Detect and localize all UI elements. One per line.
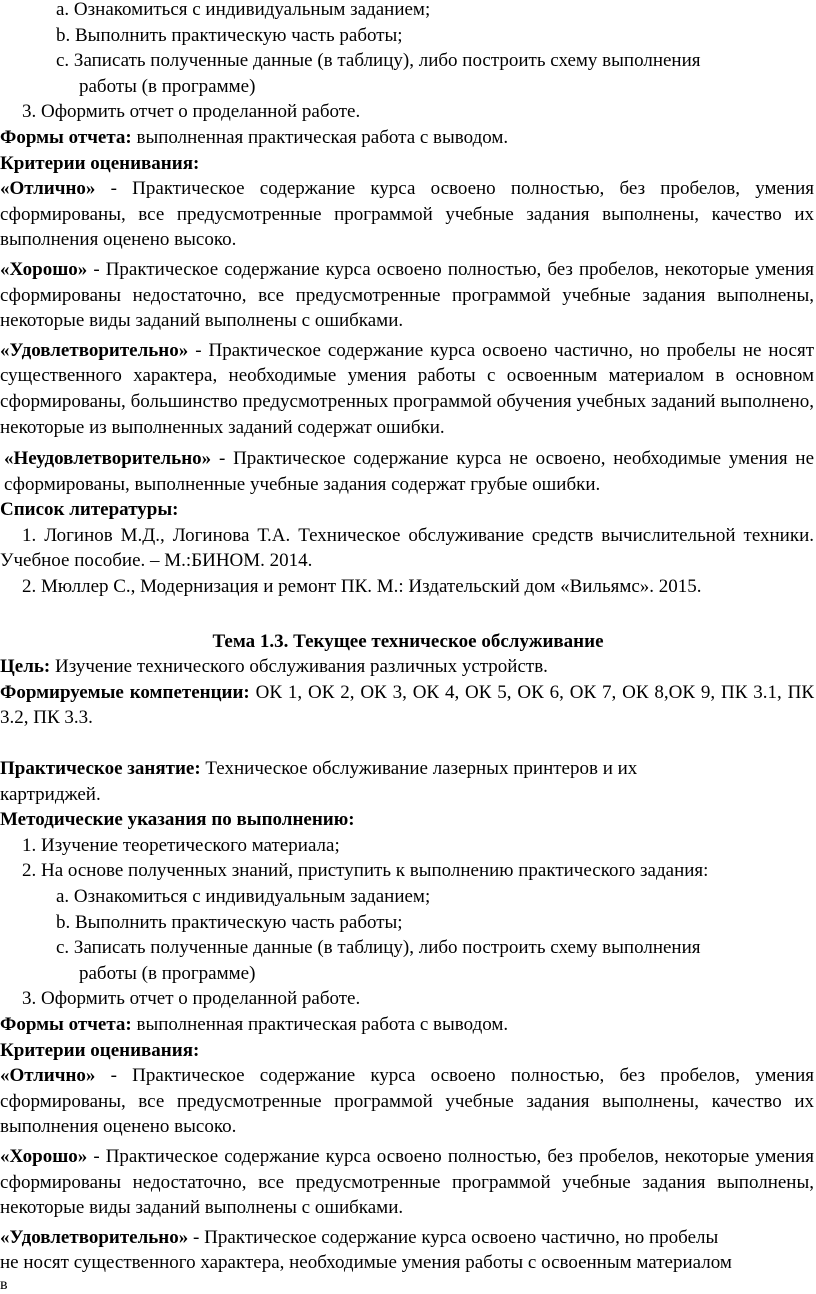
criterion-unsatisfactory-text: - Практическое содержание курса не освоено, необходимые умения не сформированы, выполненные учебные задания содержат грубые ошибки.	[4, 448, 814, 495]
topic-criterion-good-label: «Хорошо»	[0, 1145, 88, 1167]
method-item-1: 1. Изучение теоретического материала;	[22, 834, 340, 856]
report-form-label: Формы отчета:	[0, 126, 132, 148]
goal-line	[0, 654, 816, 680]
criterion-good-label: «Хорошо»	[0, 258, 88, 280]
method-heading: Методические указания по выполнению:	[0, 809, 355, 831]
practice-text: Техническое обслуживание лазерных принтеров и их	[200, 758, 638, 780]
criterion-satisfactory-label: «Удовлетворительно»	[0, 339, 189, 361]
practice-line	[0, 756, 816, 782]
method-subitem-c: c. Записать полученные данные (в таблицу), либо построить схему выполнения	[56, 937, 701, 959]
goal-label: Цель:	[0, 656, 51, 678]
goal-text: Изучение технического обслуживания различных устройств.	[50, 656, 548, 678]
criterion-good-text: - Практическое содержание курса освоено полностью, без пробелов, некоторые умения сформированы недостаточно, все предусмотренные программой учебные задания выполнены, некоторые виды заданий выполнены с ошибками.	[0, 258, 814, 332]
report-form-line	[0, 125, 816, 151]
subitem-b: b. Выполнить практическую часть работы;	[56, 24, 403, 46]
method-subitem-a: a. Ознакомиться с индивидуальным заданием;	[56, 886, 431, 907]
topic-report-form-label: Формы отчета:	[0, 1013, 132, 1035]
criterion-excellent	[0, 176, 816, 253]
topic-criterion-excellent-label: «Отлично»	[0, 1065, 96, 1087]
criterion-excellent-text: - Практическое содержание курса освоено полностью, без пробелов, умения сформированы, все предусмотренные программой учебные задания выполнены, качество их выполнения оценено высоко.	[0, 178, 814, 251]
topic-report-form-line	[0, 1012, 816, 1038]
topic-criterion-good	[0, 1144, 816, 1221]
practice-label: Практическое занятие:	[0, 758, 201, 780]
literature-item-1: 1. Логинов М.Д., Логинова Т.А. Техническое обслуживание средств вычислительной техники. Учебное пособие. – М.:БИНОМ. 2014.	[0, 524, 814, 572]
topic-criterion-satisfactory	[0, 1225, 816, 1294]
topic-criterion-satisfactory-text-1: - Практическое содержание курса освоено частично, но пробелы	[188, 1226, 719, 1248]
topic-criterion-good-text: - Практическое содержание курса освоено полностью, без пробелов, некоторые умения сформированы недостаточно, все предусмотренные программой учебные задания выполнены, некоторые виды заданий выполнены с ошибками.	[0, 1145, 814, 1219]
subitem-c: c. Записать полученные данные (в таблицу), либо построить схему выполнения	[56, 50, 701, 72]
criterion-unsatisfactory-label: «Неудовлетворительно»	[4, 448, 212, 470]
criterion-good	[0, 257, 816, 334]
literature-heading: Список литературы:	[0, 499, 179, 521]
list-item-3: 3. Оформить отчет о проделанной работе.	[22, 101, 361, 123]
topic-criterion-excellent	[0, 1063, 816, 1140]
topic-criterion-satisfactory-text-2: не носят существенного характера, необходимые умения работы с освоенным материалом	[0, 1252, 732, 1274]
method-subitem-b: b. Выполнить практическую часть работы;	[56, 911, 403, 933]
competencies-label: Формируемые компетенции:	[0, 681, 250, 703]
criterion-unsatisfactory	[0, 446, 816, 497]
topic-report-form-text: выполненная практическая работа с выводом.	[131, 1013, 509, 1035]
criterion-satisfactory	[0, 338, 816, 440]
topic-criterion-excellent-text: - Практическое содержание курса освоено полностью, без пробелов, умения сформированы, все предусмотренные программой учебные задания выполнены, качество их выполнения оценено высоко.	[0, 1065, 814, 1138]
competencies-text: ОК 1, ОК 2, ОК 3, ОК 4, ОК 5, ОК 6, ОК 7, ОК 8,ОК 9, ПК 3.1, ПК 3.2, ПК 3.3.	[0, 681, 814, 729]
criteria-heading: Критерии оценивания:	[0, 152, 200, 174]
report-form-text: выполненная практическая работа с выводом.	[131, 126, 509, 148]
subitem-a: a. Ознакомиться с индивидуальным заданием;	[56, 0, 431, 20]
topic-criterion-satisfactory-text-3: в	[0, 1275, 8, 1293]
subitem-c-continuation: работы (в программе)	[79, 75, 256, 97]
topic-criterion-satisfactory-label: «Удовлетворительно»	[0, 1226, 189, 1248]
criterion-excellent-label: «Отлично»	[0, 178, 96, 200]
practice-line-continuation: картриджей.	[0, 783, 101, 805]
topic-criteria-heading: Критерии оценивания:	[0, 1039, 200, 1061]
method-item-3: 3. Оформить отчет о проделанной работе.	[22, 988, 361, 1010]
method-item-2: 2. На основе полученных знаний, приступить к выполнению практического задания:	[22, 860, 709, 882]
literature-item-2: 2. Мюллер С., Модернизация и ремонт ПК. М.: Издательский дом «Вильямс». 2015.	[22, 576, 702, 598]
criterion-satisfactory-text: - Практическое содержание курса освоено частично, но пробелы не носят существенного характера, необходимые умения работы с освоенным материалом в основном сформированы, большинство предусмотренных программой обучения учебных заданий выполнено, некоторые из выполненных заданий содержат ошибки.	[0, 339, 814, 438]
competencies-line	[0, 680, 816, 731]
topic-title: Тема 1.3. Текущее техническое обслуживание	[212, 630, 604, 652]
method-subitem-c-continuation: работы (в программе)	[79, 962, 256, 984]
